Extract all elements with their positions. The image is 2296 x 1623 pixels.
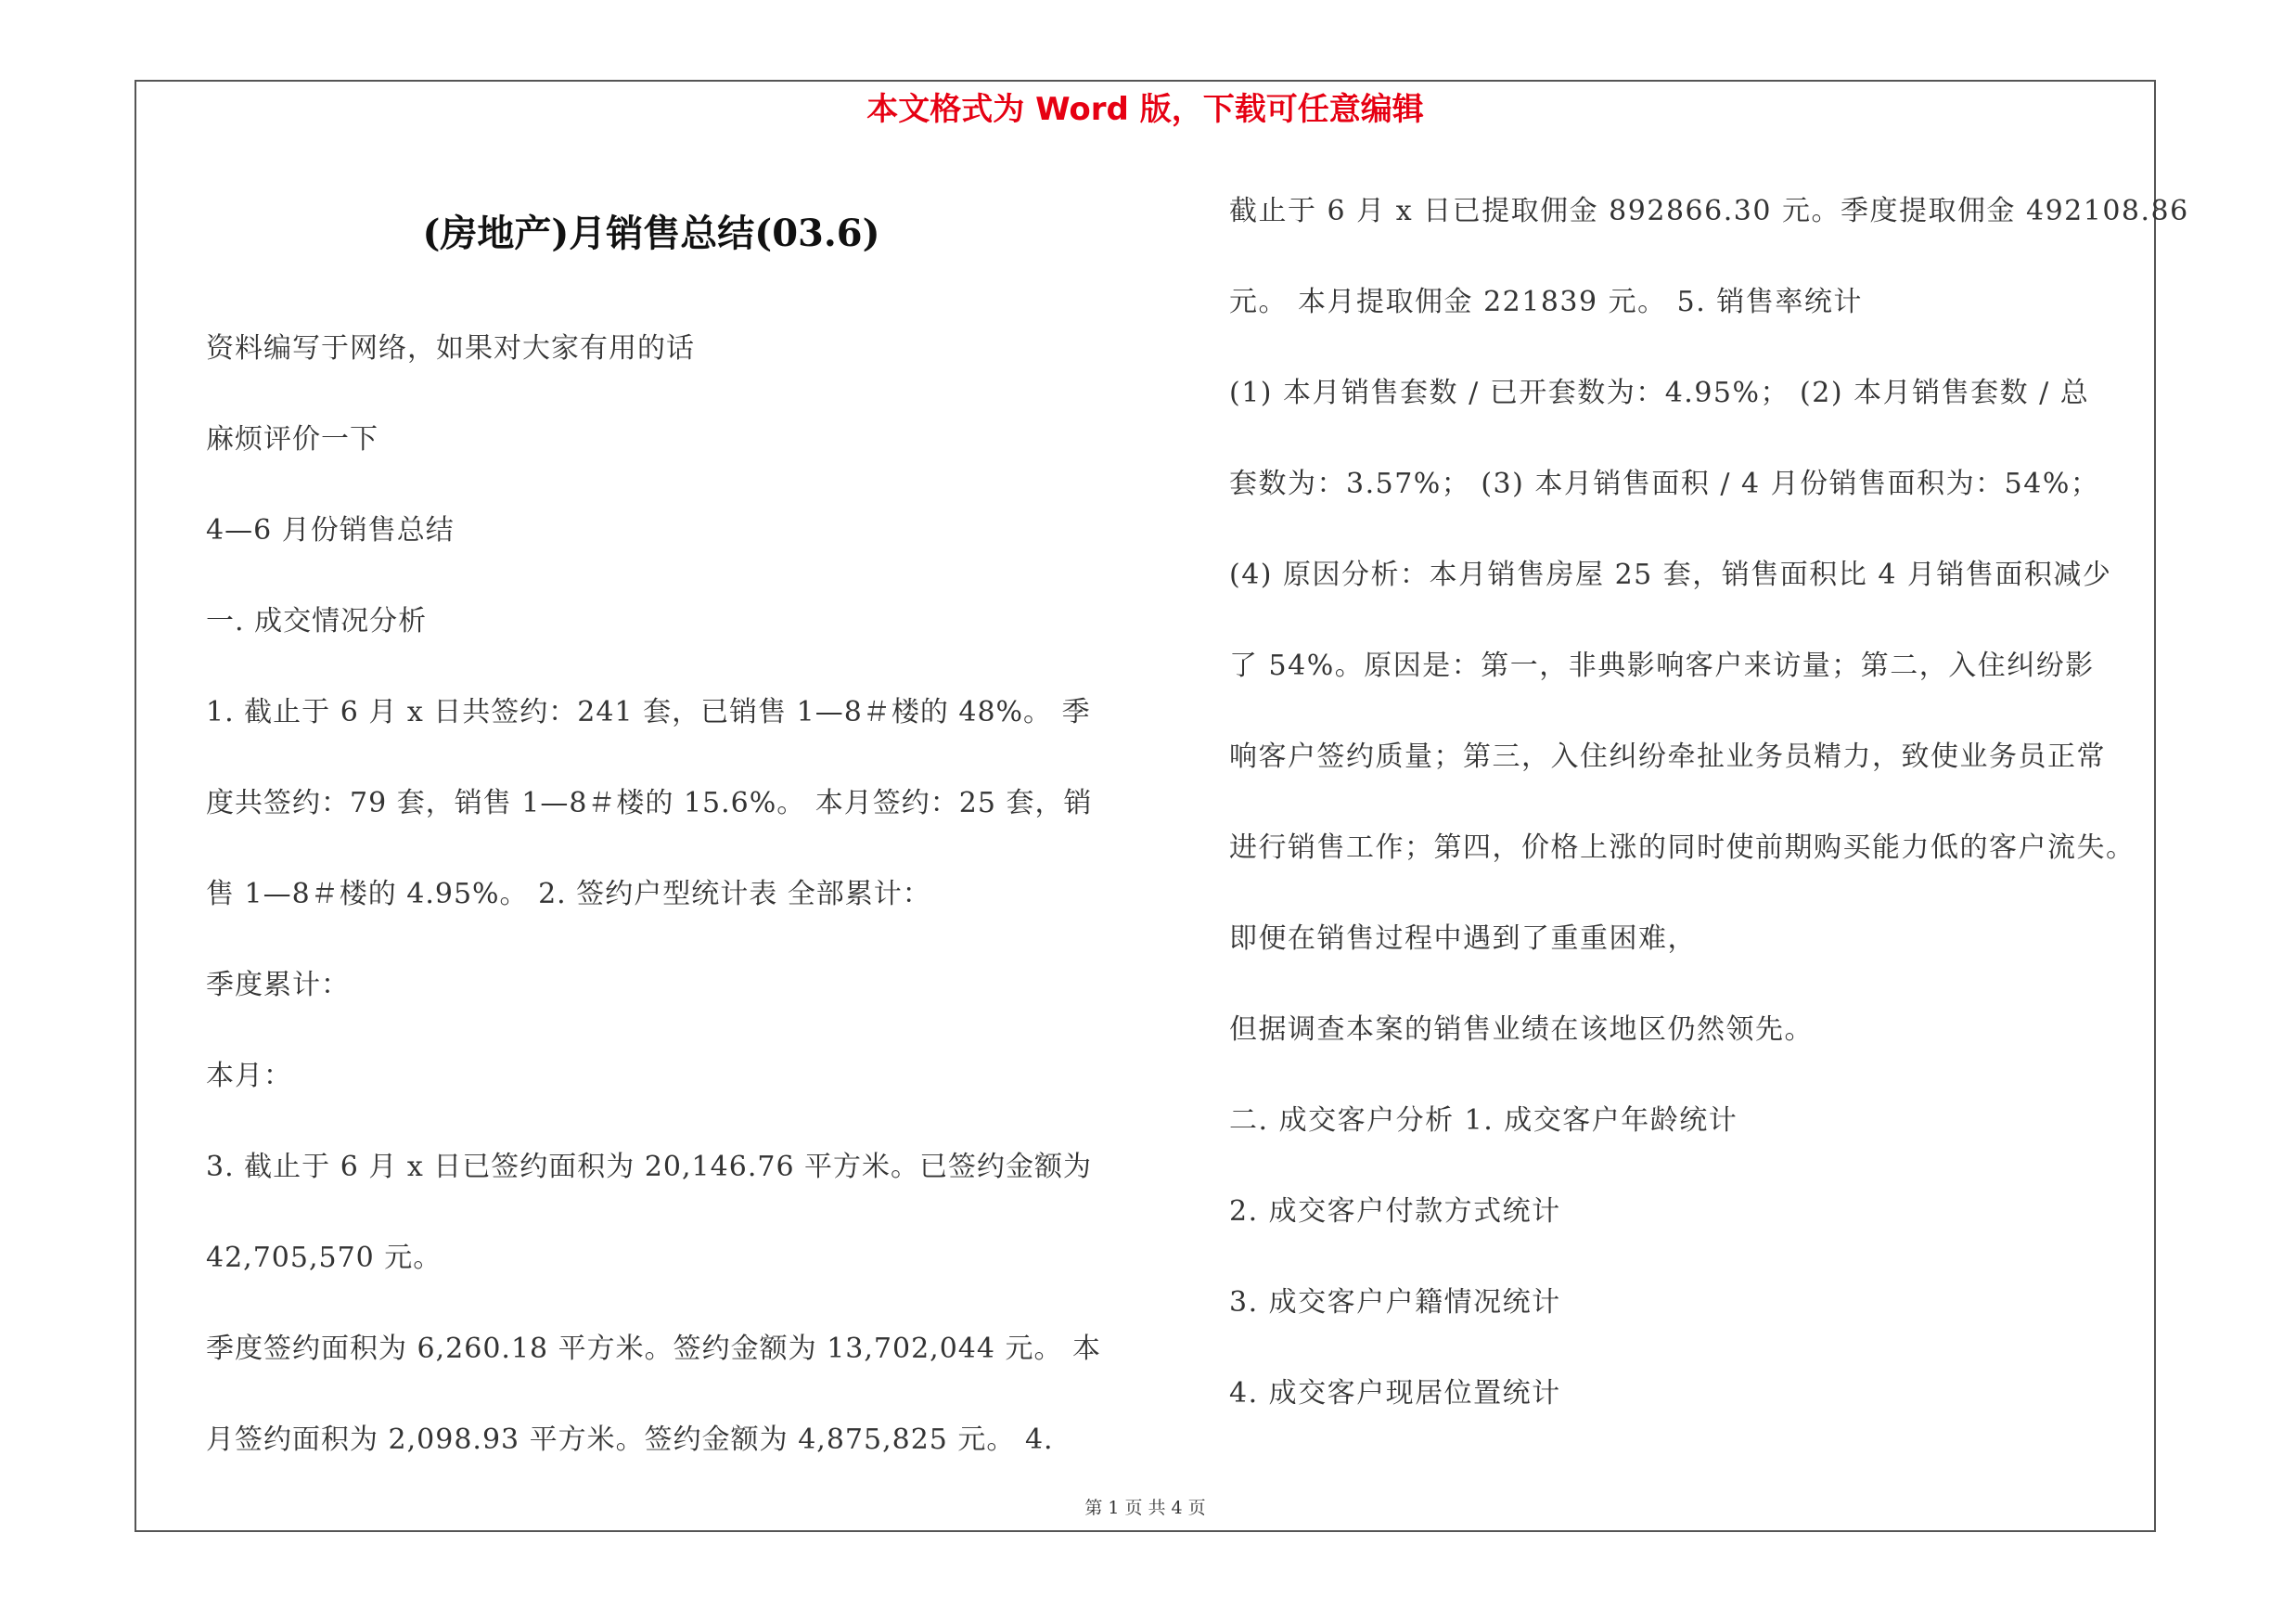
- text-line: 资料编写于网络，如果对大家有用的话: [206, 332, 695, 365]
- text-line: 套数为：3.57%； (3) 本月销售面积 / 4 月份销售面积为：54%；: [1229, 468, 2100, 500]
- text-line: 响客户签约质量；第三，入住纠纷牵扯业务员精力，致使业务员正常: [1229, 741, 2106, 773]
- text-line: 进行销售工作；第四，价格上涨的同时使前期购买能力低的客户流失。: [1229, 831, 2136, 864]
- text-line: 1. 截止于 6 月 x 日共签约：241 套，已销售 1—8＃楼的 48%。 季: [206, 696, 1091, 728]
- text-line: (1) 本月销售套数 / 已开套数为：4.95%； (2) 本月销售套数 / 总: [1229, 377, 2090, 409]
- text-line: 4—6 月份销售总结: [206, 514, 455, 547]
- text-line: 季度累计：: [206, 969, 350, 1001]
- text-line: 但据调查本案的销售业绩在该地区仍然领先。: [1229, 1013, 1814, 1046]
- text-line: 季度签约面积为 6,260.18 平方米。签约金额为 13,702,044 元。 本: [206, 1333, 1102, 1365]
- text-line: 度共签约：79 套，销售 1—8＃楼的 15.6%。 本月签约：25 套，销: [206, 787, 1093, 819]
- text-line: 2. 成交客户付款方式统计: [1229, 1195, 1561, 1228]
- page-number: 第 1 页 共 4 页: [1084, 1498, 1206, 1518]
- text-line: 3. 截止于 6 月 x 日已签约面积为 20,146.76 平方米。已签约金额为: [206, 1151, 1093, 1183]
- text-line: 42,705,570 元。: [206, 1242, 443, 1274]
- document-title: (房地产)月销售总结(03.6): [422, 212, 880, 255]
- text-line: 截止于 6 月 x 日已提取佣金 892866.30 元。季度提取佣金 492108.86: [1229, 195, 2189, 227]
- text-line: 售 1—8＃楼的 4.95%。 2. 签约户型统计表 全部累计：: [206, 878, 931, 910]
- text-line: 了 54%。原因是：第一，非典影响客户来访量；第二，入住纠纷影: [1229, 650, 2095, 682]
- text-line: 麻烦评价一下: [206, 423, 378, 456]
- text-line: 本月：: [206, 1060, 292, 1092]
- text-line: 即便在销售过程中遇到了重重困难，: [1229, 922, 1697, 955]
- text-line: 月签约面积为 2,098.93 平方米。签约金额为 4,875,825 元。 4.: [206, 1423, 1054, 1456]
- text-line: (4) 原因分析：本月销售房屋 25 套，销售面积比 4 月销售面积减少: [1229, 559, 2112, 591]
- text-line: 3. 成交客户户籍情况统计: [1229, 1286, 1561, 1319]
- text-line: 元。 本月提取佣金 221839 元。 5. 销售率统计: [1229, 286, 1863, 318]
- format-banner: 本文格式为 Word 版，下载可任意编辑: [866, 91, 1424, 128]
- text-line: 一. 成交情况分析: [206, 605, 428, 638]
- text-line: 4. 成交客户现居位置统计: [1229, 1377, 1561, 1410]
- text-line: 二. 成交客户分析 1. 成交客户年龄统计: [1229, 1104, 1738, 1137]
